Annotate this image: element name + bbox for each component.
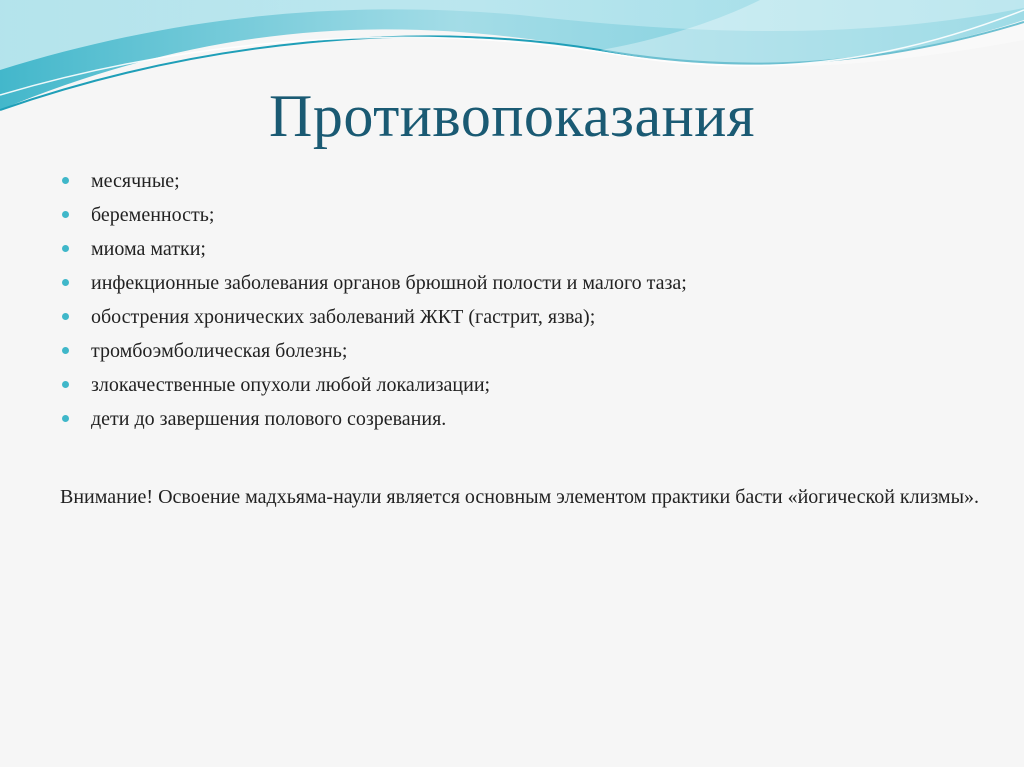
attention-note: Внимание! Освоение мадхьяма-наули является основным элементом практики басти «йогической клизмы». <box>60 486 980 508</box>
list-item <box>60 300 960 334</box>
list-item <box>60 266 960 300</box>
list-item <box>60 402 960 436</box>
list-item <box>60 164 960 198</box>
slide-title: Противопоказания <box>269 83 755 149</box>
list-item-text: дети до завершения полового созревания. <box>91 408 447 430</box>
list-item <box>60 368 960 402</box>
list-item-text: инфекционные заболевания органов брюшной полости и малого таза; <box>91 272 687 294</box>
bullet-icon <box>62 245 69 252</box>
list-item-text: обострения хронических заболеваний ЖКТ (гастрит, язва); <box>91 306 596 328</box>
bullet-icon <box>62 381 69 388</box>
bullet-icon <box>62 279 69 286</box>
contraindications-list <box>60 164 960 436</box>
bullet-icon <box>62 177 69 184</box>
list-item-text: беременность; <box>91 204 215 226</box>
bullet-icon <box>62 347 69 354</box>
list-item-text: месячные; <box>91 170 180 192</box>
list-item <box>60 334 960 368</box>
list-item-text: злокачественные опухоли любой локализации; <box>91 374 491 396</box>
list-item <box>60 232 960 266</box>
bullet-icon <box>62 211 69 218</box>
list-item <box>60 198 960 232</box>
list-item-text: тромбоэмболическая болезнь; <box>91 340 348 362</box>
bullet-icon <box>62 415 69 422</box>
bullet-icon <box>62 313 69 320</box>
list-item-text: миома матки; <box>91 238 206 260</box>
